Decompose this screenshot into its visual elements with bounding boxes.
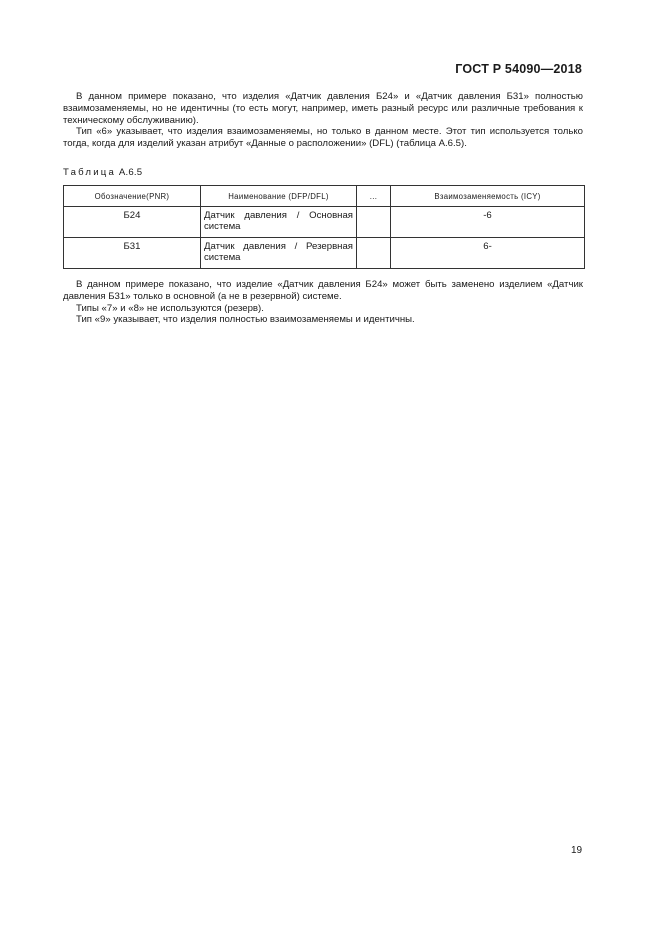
cell-ellipsis xyxy=(357,207,391,238)
table-row xyxy=(64,238,585,269)
table-caption-number: А.6.5 xyxy=(118,167,143,178)
cell-name: Датчик давления / Резервная система xyxy=(201,238,357,269)
paragraph: Типы «7» и «8» не используются (резерв). xyxy=(76,302,264,314)
interchangeability-table xyxy=(63,185,585,269)
text-block-top xyxy=(63,91,583,150)
paragraph: Тип «9» указывает, что изделия полностью взаимозаменяемы и идентичны. xyxy=(76,314,415,326)
document-header: ГОСТ Р 54090—2018 xyxy=(455,62,582,76)
header-name: Наименование (DFP/DFL) xyxy=(201,186,357,207)
table-caption-word: Таблица xyxy=(63,167,117,178)
paragraph: Тип «6» указывает, что изделия взаимозаменяемы, но только в данном месте. Этот тип используется только тогда, когда для изделий указан атрибут «Данные о расположении» (DFL) (таблица А.6.5). xyxy=(63,126,583,150)
cell-designation: Б31 xyxy=(64,238,201,269)
paragraph: В данном примере показано, что изделие «Датчик давления Б24» может быть заменено изделием «Датчик давления Б31» только в основной (а не в резервной) системе. xyxy=(63,279,583,302)
paragraph: В данном примере показано, что изделия «Датчик давления Б24» и «Датчик давления Б31» полностью взаимозаменяемы, но не идентичны (то есть могут, например, иметь разный ресурс или различные требования к техническому обслуживанию). xyxy=(63,91,583,126)
cell-designation: Б24 xyxy=(64,207,201,238)
text-block-bottom xyxy=(63,279,583,326)
table-header-row xyxy=(64,186,585,207)
cell-interchangeability: 6- xyxy=(391,238,585,269)
header-designation: Обозначение(PNR) xyxy=(64,186,201,207)
header-interchangeability: Взаимозаменяемость (ICY) xyxy=(391,186,585,207)
page-number: 19 xyxy=(571,845,583,856)
cell-interchangeability: -6 xyxy=(391,207,585,238)
cell-ellipsis xyxy=(357,238,391,269)
table-row xyxy=(64,207,585,238)
table-caption xyxy=(63,167,142,178)
cell-name: Датчик давления / Основная система xyxy=(201,207,357,238)
header-ellipsis: ... xyxy=(357,186,391,207)
